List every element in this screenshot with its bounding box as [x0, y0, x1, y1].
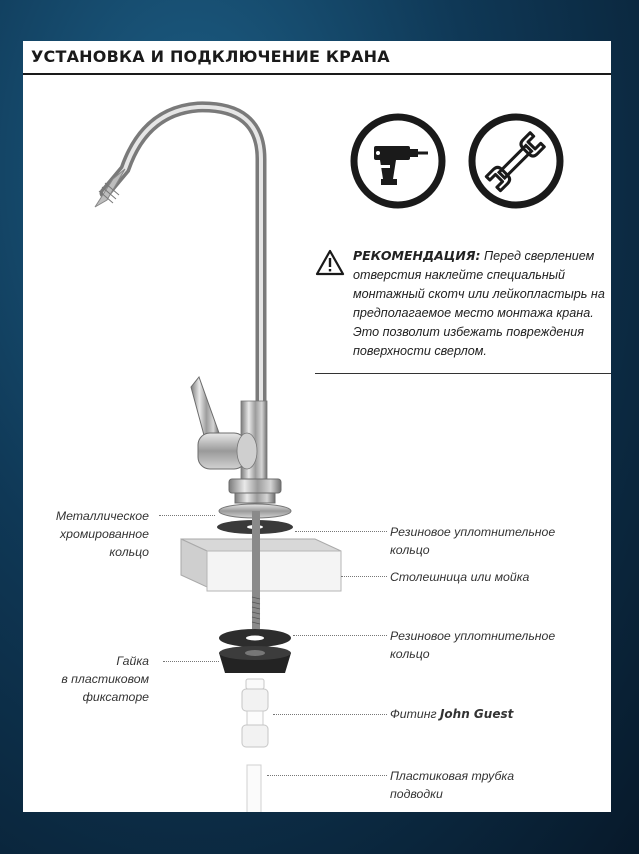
leader-nut	[163, 661, 219, 662]
leader-tube	[267, 775, 387, 776]
leader-metal-ring	[159, 515, 215, 516]
label-rubber-seal-top	[390, 523, 555, 559]
label-metal-ring-line3: кольцо	[109, 545, 149, 559]
label-tube-line1: Пластиковая трубка	[390, 769, 515, 783]
label-countertop: Столешница или мойка	[390, 570, 530, 584]
label-rubber-seal-bottom-line2: кольцо	[390, 647, 430, 661]
plastic-tube	[247, 765, 261, 812]
label-rubber-seal-top-line1: Резиновое уплотнительное	[390, 525, 556, 539]
faucet-valve-body	[191, 377, 281, 503]
label-fitting	[390, 705, 513, 723]
leader-fitting	[273, 714, 387, 715]
countertop-block	[181, 539, 341, 591]
leader-countertop	[341, 576, 387, 577]
label-nut-line1: Гайка	[116, 654, 149, 668]
page-title: УСТАНОВКА И ПОДКЛЮЧЕНИЕ КРАНА	[31, 47, 390, 66]
label-rubber-seal-bottom	[390, 627, 555, 663]
label-fitting-brand: John Guest	[439, 707, 514, 721]
label-tube	[390, 767, 514, 803]
recommendation-body: Перед сверлением отверстия наклейте специальный монтажный скотч или лейкопластырь на предполагаемое место монтажа крана. Это позволит избежать повреждения поверхности сверлом.	[353, 249, 605, 358]
label-nut	[61, 652, 149, 706]
label-metal-ring-line2: хромированное	[60, 527, 149, 541]
label-rubber-seal-top-line2: кольцо	[390, 543, 430, 557]
label-tube-line2: подводки	[390, 787, 443, 801]
john-guest-fitting	[242, 679, 268, 747]
label-metal-ring-line1: Металлическое	[55, 509, 149, 523]
label-nut-line2: в пластиковом	[61, 672, 149, 686]
instruction-page	[23, 41, 611, 812]
label-rubber-seal-bottom-line1: Резиновое уплотнительное	[390, 629, 556, 643]
label-fitting-prefix: Фитинг	[390, 707, 437, 721]
label-metal-ring	[56, 507, 149, 561]
leader-rubber-seal-top	[295, 531, 387, 532]
leader-rubber-seal-bottom	[293, 635, 387, 636]
nut-retainer	[219, 646, 291, 673]
recommendation-heading: РЕКОМЕНДАЦИЯ:	[353, 248, 481, 263]
faucet-spout	[95, 107, 261, 473]
threaded-shank	[252, 511, 260, 629]
label-nut-line3: фиксаторе	[82, 690, 149, 704]
